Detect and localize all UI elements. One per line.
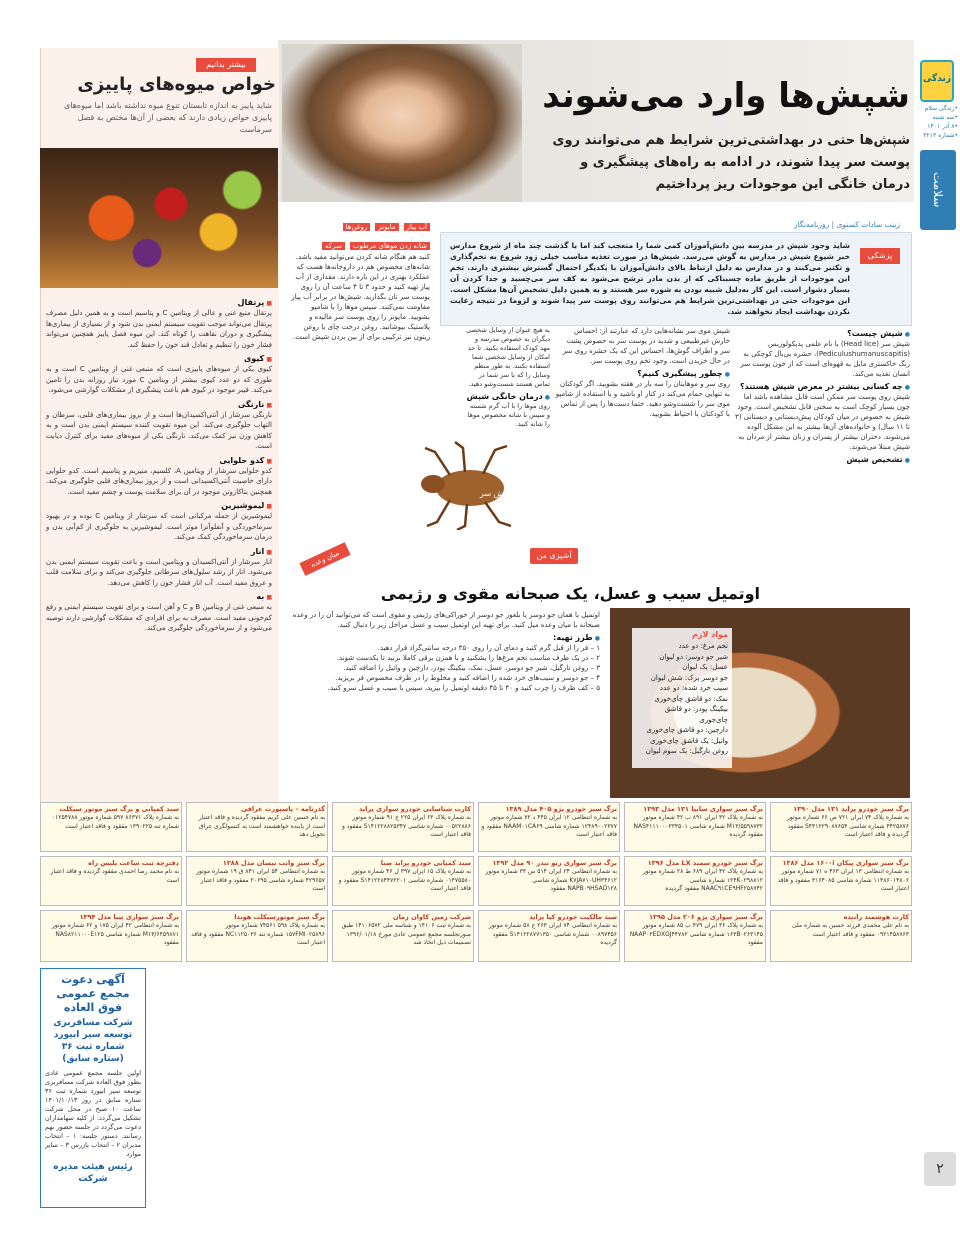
classified-ad bbox=[770, 910, 912, 962]
fruit-text: کدو حلوایی سرشار از ویتامین A، کلسیم، منیزیم و پتاسیم است. کدو حلوایی دارای خاصیت آنتی‌اکسیدانی است و از بروز بیماری‌های قلبی جلوگیری می‌کند. همچنین بتاکاروتن موجود در آن برای سلامت پوست و چشم مفید است. bbox=[46, 466, 273, 496]
ad-text: به شماره پلاک ۷۴ ایران ۷۲۱ ص ۶۶ شماره موتور ۴۴۲۵۸۷۶ شماره شاسی S۴۴۱۲۲۹۰۸۷۶۵۴ مفقود گردیده و فاقد اعتبار است bbox=[787, 814, 909, 838]
highlight-label: سرکه bbox=[322, 242, 345, 250]
louse-head bbox=[421, 475, 445, 493]
recipe-step: ۱ – فر را از قبل گرم کنید و دمای آن را روی ۳۵۰ درجه سانتی‌گراد قرار دهید. bbox=[377, 644, 600, 652]
ad-title: برگ سبز سواری تیبا مدل ۱۳۹۴ bbox=[79, 913, 179, 921]
subheading: ● چطور پیشگیری کنیم؟ bbox=[555, 369, 730, 378]
ad-text: به شماره انتظامی ۱۳ ایران ۴۶۳ ه ۷۱ شماره موتور ۱۱۴۸۶۰۱۴۸۰۶ شماره شاسی ۳۱۶۴۰۸۵ مفقود و فاقد اعتبار است bbox=[777, 868, 909, 892]
recipe-step: ۴ – جو دوسر و سیب‌های خرد شده را اضافه کنید و مخلوط را در ظرف مخصوص فر بریزید. bbox=[335, 674, 600, 682]
paragraph: کنید هم هنگام شانه کردن می‌توانید مفید باشد. شانه‌های مخصوص هم در داروخانه‌ها هست که عملکرد بهتری در این باره دارند. مقداری از آب پیاز تهیه کنید و حدود ۳ تا ۴ ساعت آن را روی پوست سر تان بگذارید. شپش‌ها در برابر آب پیاز مقاومت نمی‌کنند. سپس موها را با شامپو بشویید. مایونز را روی پوست سر مالیده و پلاستیک بپوشانید. روغن درخت چای یا روغن زیتون نیز ترکیبی برای از بین بردن شپش است. bbox=[291, 253, 430, 341]
fruit-text: لیموشیرین از جمله مرکباتی است که سرشار از ویتامین C بوده و در بهبود سرماخوردگی و آنفلوآنزا موثر است. لیموشیرین به جلوگیری از کم‌آبی بدن و درمان سرماخوردگی کمک می‌کند. bbox=[46, 512, 272, 541]
recipe-step: ● طرز تهیه: bbox=[290, 633, 600, 642]
sidebar-kicker: بیشتر بدانیم bbox=[196, 58, 256, 72]
subheading: ● چه کسانی بیشتر در معرض شپش هستند؟ bbox=[735, 382, 910, 391]
classified-ad bbox=[624, 856, 766, 906]
ad-title: برگ سبز خودرو سمند LX مدل ۱۳۹۶ bbox=[647, 859, 763, 867]
ad-title: کارت هوشمند راننده bbox=[843, 913, 909, 921]
ad-title: سند کمپانی و برگ سبز موتور سیکلت bbox=[59, 805, 179, 813]
ad-company: شرکت مسافربری توسعه سیر ابیورد شماره ثبت ۳۶ (ستاره سابق) bbox=[53, 1018, 133, 1064]
classified-ad bbox=[478, 856, 620, 906]
issue-line: •سه شنبه bbox=[932, 114, 958, 121]
ad-title: برگ سبز سواری سایپا ۱۳۱ مدل ۱۳۹۳ bbox=[643, 805, 763, 813]
ingredient-item: روغن نارگیل: یک سوم لیوان bbox=[645, 747, 728, 755]
fruit-heading: ■ کدو حلوایی bbox=[46, 456, 272, 465]
highlight-label: مایونز bbox=[375, 223, 398, 231]
classified-ad bbox=[624, 802, 766, 852]
ingredient-item: وانیل: یک قاشق چای‌خوری bbox=[650, 736, 728, 745]
girl-combing-hair-photo bbox=[282, 44, 522, 202]
sidebar-body bbox=[46, 294, 272, 634]
fruit-text: کیوی یکی از میوه‌های پاییزی است که منبعی غنی از ویتامین C است و به طوری که دو عدد کیوی بیشتر از ویتامین C مورد نیاز روزانه بدن را تامین می‌کند. فیبر موجود در کیوی هم باعث پیشگیری از مشکلات گوارشی می‌شود. bbox=[46, 365, 272, 394]
ad-heading: آگهی دعوت مجمع عمومی فوق العاده bbox=[56, 973, 130, 1014]
ad-title: برگ سبز سواری پیکان ۱۶۰۰i مدل ۱۳۸۶ bbox=[782, 859, 909, 867]
recipe-step: ۲ – در یک ظرف مناسب تخم مرغ‌ها را بشکنید و با همزن برقی کاملا بزنید تا یکدست شوند. bbox=[336, 654, 600, 662]
ingredient-item: دارچین: دو قاشق چای‌خوری bbox=[646, 726, 728, 734]
head-louse-illustration bbox=[395, 440, 545, 530]
ingredients-title: مواد لازم bbox=[691, 630, 728, 639]
ad-signature: رئیس هیئت مدیره شرکت bbox=[53, 1162, 133, 1184]
recipe-step: ۵ – کف ظرف را چرب کنید و ۴۰ تا ۴۵ دقیقه اوتمیل را بپزید، سپس با سیب و عسل سرو کنید. bbox=[327, 684, 600, 692]
fruit-heading: ■ نارنگی bbox=[46, 400, 272, 409]
ad-text: به شماره انتظامی ۷۴ ایران ۲۶۳ ج ۵۸ شماره موتور ۰۰۸۹۷۴۵۶ شماره شاسی S۱۴۱۲۲۸۷۷۱۳۵۰ مفقود گردیده bbox=[488, 922, 617, 946]
paragraph: شپش موی سر نشانه‌هایی دارد که عبارتند از: احساس خارش غیرطبیعی و شدید در پوست سر به خصوص پشت سر و اطراف گوش‌ها، احساس این که یک حشره روی سر در حال خزیدن است، وجود تخم روی پوست سر. bbox=[562, 327, 730, 365]
sidebar-title: خواص میوه‌های پاییزی bbox=[77, 74, 276, 95]
page-number: ۲ bbox=[924, 1152, 956, 1186]
ad-text: به شماره پلاک ۶۳ ایران ۲۲۵ ج ۹۱ شماره موتور ۰۰۵۲۲۸۸۶ شماره شاسی S۱۴۱۲۲۸۸۲۵۳۴۷ مفقود و فاقد اعتبار است bbox=[341, 814, 471, 838]
fruit-heading: ■ لیموشیرین bbox=[46, 501, 272, 510]
article-subtitle: شپش‌ها حتی در بهداشتی‌ترین شرایط هم می‌توانند روی پوست سر پیدا شوند، در ادامه به راه‌های پیشگیری و درمان خانگی این موجودات ریز پرداختیم bbox=[552, 133, 910, 192]
ingredient-item: عسل: یک لیوان bbox=[682, 663, 728, 671]
ingredient-item: تخم مرغ: دو عدد bbox=[678, 642, 728, 650]
issue-line: •شماره ۳۲۱۳ bbox=[923, 132, 958, 139]
highlight-label: شانه زدن موهای مرطوب bbox=[350, 242, 430, 250]
classified-ad bbox=[332, 802, 474, 852]
highlight-label: آب پیاز bbox=[404, 223, 430, 231]
classified-ad bbox=[40, 910, 182, 962]
ad-title: برگ سبز سواری رنو تندر ۹۰ مدل ۱۳۹۲ bbox=[492, 859, 617, 867]
ad-text: به شماره ثبت ۱۴۱۰۶ و شناسه ملی ۱۴۱۰۶۵۷۲ طبق صورتجلسه مجمع عمومی عادی مورخ ۱۳۹۶/۰۱/۱۸ تصمیمات ذیل اتخاذ شد bbox=[341, 922, 471, 946]
classified-ad bbox=[186, 910, 328, 962]
paragraph: به هیچ عنوان از وسایل شخصی دیگران به خصوص مدرسه و مهد کودک استفاده نکنید. تا حد امکان از وسایل شخصی شما استفاده نکنند. به طور منظم وسایل را که با سر شما در تماس هستند شست‌وشو دهید. bbox=[466, 326, 550, 388]
classified-ad bbox=[478, 910, 620, 962]
recipe-section-tag: آشپزی من bbox=[530, 548, 578, 564]
ingredient-item: جو دوسر پرک: شش لیوان bbox=[650, 673, 728, 682]
classified-ad bbox=[40, 856, 182, 906]
fruit-text: نارنگی سرشار از آنتی‌اکسیدان‌ها است و از بروز بیماری‌های قلبی، سرطان و التهاب جلوگیری می‌کند. این میوه تقویت کننده سیستم ایمنی بدن است و به کاهش وزن نیز کمک می‌کند. نارنگی یکی از میوه‌های مفید برای کنترل دیابت است. bbox=[46, 410, 272, 450]
article-column bbox=[290, 214, 430, 342]
classified-ad bbox=[40, 802, 182, 852]
ad-text: به شماره انتظامی ۵۴ ایران ۸۴۱ ق ۱۹ شماره موتور ۴۲۹۶۵۷ شماره شاسی ۲۰۶۹۵ مفقود و فاقد اعتبار است bbox=[196, 868, 325, 892]
ad-title: گذرنامه – پاسپورت عراقی bbox=[241, 805, 325, 813]
classified-ad bbox=[332, 856, 474, 906]
paragraph: روی سر و موهایتان را سه بار در هفته بشویید. اگر کودکتان به تنهایی حمام می‌کند در کنار او باشید و با استفاده از شامپو موی سر را شست‌وشو دهید. حتما دست‌ها را پس از تماس با کودکتان با احتیاط بشویید. bbox=[555, 380, 730, 418]
ad-title: برگ سبز موتورسیکلت هوندا bbox=[234, 913, 325, 921]
subheading: ● درمان خانگی شپش bbox=[465, 392, 550, 401]
ad-title: سند کمپانی خودرو پراید صبا bbox=[380, 859, 471, 867]
ad-text: به شماره پلاک ۴۲ ایران ۶۸۹ ط ۲۸ شماره موتور ۱۲۴K۰۲۹۸۸۱۲ شماره شاسی NAAC۹۱CE۹HF۲۵۸۷۴۲ مفقود گردیده bbox=[642, 868, 763, 892]
ingredients-box bbox=[632, 628, 732, 768]
ad-text: به شماره پلاک ۳۶ ایران ۴۷۹ ب ۸۵ شماره موتور ۱۶۳B۰۲۶۳۱۴۵ شماره شاسی NAAP۰۳EDXGJ۴۴۷۸۲ مفقود bbox=[629, 922, 763, 946]
ad-text: به شماره پلاک ۳۲ ایران ۸۹۱ ب ۴۲ شماره موتور M۱۳/۵۵۹۸۷۳۲ شماره شاسی NAS۴۱۱۱۰۰۰۳۳۳۵۰۱ مفقود گردیده bbox=[633, 814, 763, 838]
article-column bbox=[735, 326, 910, 465]
recipe-step: ۳ – روغن نارگیل، شیر جو دوسر، عسل، نمک، بیکینگ پودر، دارچین و وانیل را اضافه کنید. bbox=[343, 664, 600, 672]
recipe-text bbox=[290, 610, 600, 693]
newspaper-logo: زندگی bbox=[920, 60, 954, 102]
ad-title: برگ سبز سواری پژو ۲۰۶ مدل ۱۳۹۵ bbox=[649, 913, 763, 921]
ad-title: دفترچه ثبت ساعت پلیس راه bbox=[88, 859, 179, 867]
meeting-notice-ad bbox=[40, 968, 146, 1208]
issue-info bbox=[914, 104, 958, 140]
ad-title: برگ سبز خودرو پراید ۱۳۱ مدل ۱۳۹۰ bbox=[793, 805, 909, 813]
ad-text: به شماره پلاک ۵۹۸ ۷۴۵۶۱ شماره موتور ۱۵۷FMI۰۲۵۸۹۶ شماره تنه NC۱۱۲۵۰۳۶ مفقود و فاقد اعتبار است bbox=[191, 922, 325, 946]
byline: زینب سادات کسنوی | روزنامه‌نگار bbox=[793, 220, 900, 229]
issue-line: •زندگی سلام bbox=[924, 105, 958, 112]
recipe-badge: میان وعده bbox=[299, 542, 350, 576]
ad-text: به شماره انتظامی ۴۲ ایران ۱۷۵ و ۶۲ شماره موتور M۱۳/۶۴۵۹۸۷۱ شماره شاسی NAS۸۲۱۱۰۰۰E۱۲۵ مفقود bbox=[51, 922, 179, 946]
fruit-text: پرتقال منبع غنی و عالی از ویتامین C و پتاسیم است و به همین دلیل مصرف پرتقال می‌تواند موجب تقویت سیستم ایمنی بدن شود و از بسیاری از بیماری‌ها پیشگیری و دوران نقاهت را کوتاه کند. این میوه فصل پاییز همچنین می‌تواند فشار خون را تنظیم و تعادل قند خون را حفظ کند. bbox=[46, 309, 272, 349]
ad-title: سند مالکیت خودرو کیا پراید bbox=[529, 913, 617, 921]
sidebar-intro: شاید پاییز به اندازه تابستان تنوع میوه نداشته باشد اما میوه‌های پاییزی خواص زیادی دارند که بعضی از آن‌ها مختص به فصل سرماست bbox=[64, 101, 272, 134]
ad-body: اولین جلسه مجمع عمومی عادی بطور فوق العاده شرکت مسافربری توسعه سیر ابیورد شماره ثبت ۳۶ ستاره سابق در روز ۱۴۰۱/۱۰/۱۳ ساعت ۱۰ صبح در محل شرکت تشکیل می‌گردد. از کلیه سهامداران دعوت می‌گردد در جلسه حضور بهم رسانند. دستور جلسه: ۱ – انتخاب مدیران ۲ – انتخاب بازرس ۳ – سایر موارد bbox=[45, 1069, 141, 1158]
fruit-text: به منبعی غنی از ویتامین B و C و آهن است و برای تقویت سیستم ایمنی و رفع کم‌خونی مفید است. مصرف به برای افرادی که مشکلات گوارشی دارند توصیه می‌شود و از سرماخوردگی جلوگیری می‌کند. bbox=[46, 603, 272, 632]
page-title: شپش‌ها وارد می‌شوند bbox=[542, 76, 910, 116]
classified-ad bbox=[186, 856, 328, 906]
fruit-heading: ■ انار bbox=[46, 547, 272, 556]
category-tag: پزشکی bbox=[860, 248, 900, 264]
ad-text: به نام محمد رضا احمدی مفقود گردیده و فاقد اعتبار است bbox=[50, 868, 179, 884]
article-column bbox=[465, 326, 550, 429]
paragraph: شپش سر (Head lice) با نام علمی پدیکولوزیس (Pediculushumanuscapitis)، حشره بی‌بال کوچکی به رنگ خاکستری مایل به قهوه‌ای است که از خون پوست سر انسان تغذیه می‌کند. bbox=[740, 340, 910, 378]
ad-text: به شماره انتظامی ۱۲ ایران ۴۴۵ د ۷۲ شماره موتور ۱۲۴۸۹۰۰۲۳۷۷ شماره شاسی NAAM۰۱CA۶۹ مفقود و فاقد اعتبار است bbox=[481, 814, 617, 838]
classified-ad bbox=[624, 910, 766, 962]
article-column bbox=[555, 326, 730, 419]
ingredient-item: شیر جو دوسر: دو لیوان bbox=[659, 652, 728, 661]
classified-ad bbox=[186, 802, 328, 852]
recipe-intro: اوتمیل با همان جو دوسر یا بلغور جو دوسر از خوراکی‌های رژیمی و مقوی است که می‌توانید آن را در وعده صبحانه یا میان وعده میل کنید. برای تهیه این اوتمیل سیب و عسل مراحل زیر را دنبال کنید. bbox=[292, 611, 600, 629]
ad-text: به نام علی محمدی فرزند حسین به شماره ملی ۰۹۲۱۴۵۸۷۶۳ مفقود و فاقد اعتبار است bbox=[791, 922, 909, 938]
subheading: ● تشخیص شپش bbox=[735, 455, 910, 464]
issue-line: •۸ آذر ۱۴۰۱ bbox=[927, 123, 958, 130]
classified-ad bbox=[770, 856, 912, 906]
paragraph: شپش روی پوست سر ممکن است قابل مشاهده باشد اما چون بسیار کوچک است به سختی قابل تشخیص است. وجود شپش به خصوص در میان کودکان پیش‌دبستانی و دبستانی (۳ تا ۱۱ سال) و خانواده‌های آن‌ها بیشتر به این مشکل آلوده می‌شوند. دختران بیشتر از پسران و زنان بیشتر از مردان به شپش مبتلا می‌شوند. bbox=[735, 393, 910, 451]
paragraph: روی موها را با آب گرم شسته و سپس با شانه مخصوص موها را شانه کنید. bbox=[467, 402, 550, 428]
fruit-text: انار سرشار از آنتی‌اکسیدان و ویتامین است و باعث تقویت سیستم ایمنی بدن می‌شود. انار از رشد سلول‌های سرطانی جلوگیری می‌کند و برای سلامت قلب و عروق مفید است. آب انار فشار خون را کاهش می‌دهد. bbox=[46, 557, 272, 587]
ad-title: برگ سبز خودرو پژو ۴۰۵ مدل ۱۳۸۹ bbox=[505, 805, 617, 813]
highlight-label: روغن‌ها bbox=[343, 223, 371, 231]
ad-text: به شماره پلاک ۸۶۳۷۱ ۵۹۷ شماره موتور ۰۱۲۵۴۷۸۸ شماره تنه ۱۳۹۰۲۲۵ مفقود و فاقد اعتبار است bbox=[51, 814, 179, 830]
ingredient-item: سیب خرد شده: دو عدد bbox=[659, 684, 728, 692]
recipe-title: اوتمیل سیب و عسل، یک صبحانه مقوی و رژیمی bbox=[380, 584, 760, 603]
ad-text: به شماره پلاک ۱۵ ایران ۳۹۷ ل ۴۶ شماره موتور ۰۱۴۷۵۵۸۰ شماره شاسی S۱۴۱۲۲۸۴۴۷۲۲۰۱ مفقود و فاقد اعتبار است bbox=[338, 868, 471, 892]
classified-ad bbox=[332, 910, 474, 962]
fruit-heading: ■ پرتقال bbox=[46, 298, 272, 307]
ad-text: به نام حسین علی کریم مفقود گردیده و فاقد اعتبار است از یابنده خواهشمند است به کنسولگری عراق تحویل دهد bbox=[198, 814, 325, 838]
ad-title: شرکت زمین کاوان زمان bbox=[393, 913, 471, 921]
autumn-fruits-photo bbox=[40, 148, 278, 288]
classified-ad bbox=[770, 802, 912, 852]
louse-body bbox=[436, 470, 504, 506]
ingredient-item: نمک: دو قاشق چای‌خوری bbox=[654, 694, 728, 703]
ingredient-item: بیکینگ پودر: دو قاشق چای‌خوری bbox=[664, 705, 728, 724]
ad-title: برگ سبز وانت نیسان مدل ۱۳۸۸ bbox=[222, 859, 325, 867]
fruit-heading: ■ به bbox=[46, 592, 272, 601]
lice-caption: شپش سر bbox=[480, 489, 513, 498]
fruit-heading: ■ کیوی bbox=[46, 354, 272, 363]
classified-ad bbox=[478, 802, 620, 852]
lead-text: شاید وجود شپش در مدرسه بین دانش‌آموزان کمی شما را متعجب کند اما با گذشت چند ماه از شروع مدارس خبر شیوع شپش در مدارس به گوش می‌رسد. شپش‌ها در صورت تغذیه مناسب خیلی زود شروع به تخم‌گذاری و تکثیر می‌کنند و در مدارس به دلیل ارتباط بالای دانش‌آموزان با یکدیگر احتمال گسترش بیشتری دارند. تخم این موجودات از طریق ماده چسبناکی که از بدن مادر ترشح می‌شود به کف سر می‌چسبد و جدا کردن آن بسیار دشوار است. این کار به‌دلیل شبیه بودن به شوره سر هستند و به همین دلیل تشخیص آن‌ها مشکل است. این موجودات حتی در بهداشتی‌ترین شرایط هم می‌توانند روی پوست سر پیدا شوند و لزوما در نتیجه رعایت نکردن بهداشت ایجاد نخواهند شد. bbox=[450, 241, 850, 316]
subheading: ● شپش چیست؟ bbox=[735, 329, 910, 338]
ad-text: به شماره انتظامی ۲۴ ایران ۵۱۴ س ۳۳ شماره موتور K۷JA۷۱۰UH۳۴۶۱۲ شماره شاسی NAPB۰۹HSAD۱۲۸ مفقود bbox=[485, 868, 617, 892]
ad-title: کارت شناسایی خودرو سواری پراید bbox=[358, 805, 471, 813]
section-tag: سلامت bbox=[920, 150, 956, 230]
